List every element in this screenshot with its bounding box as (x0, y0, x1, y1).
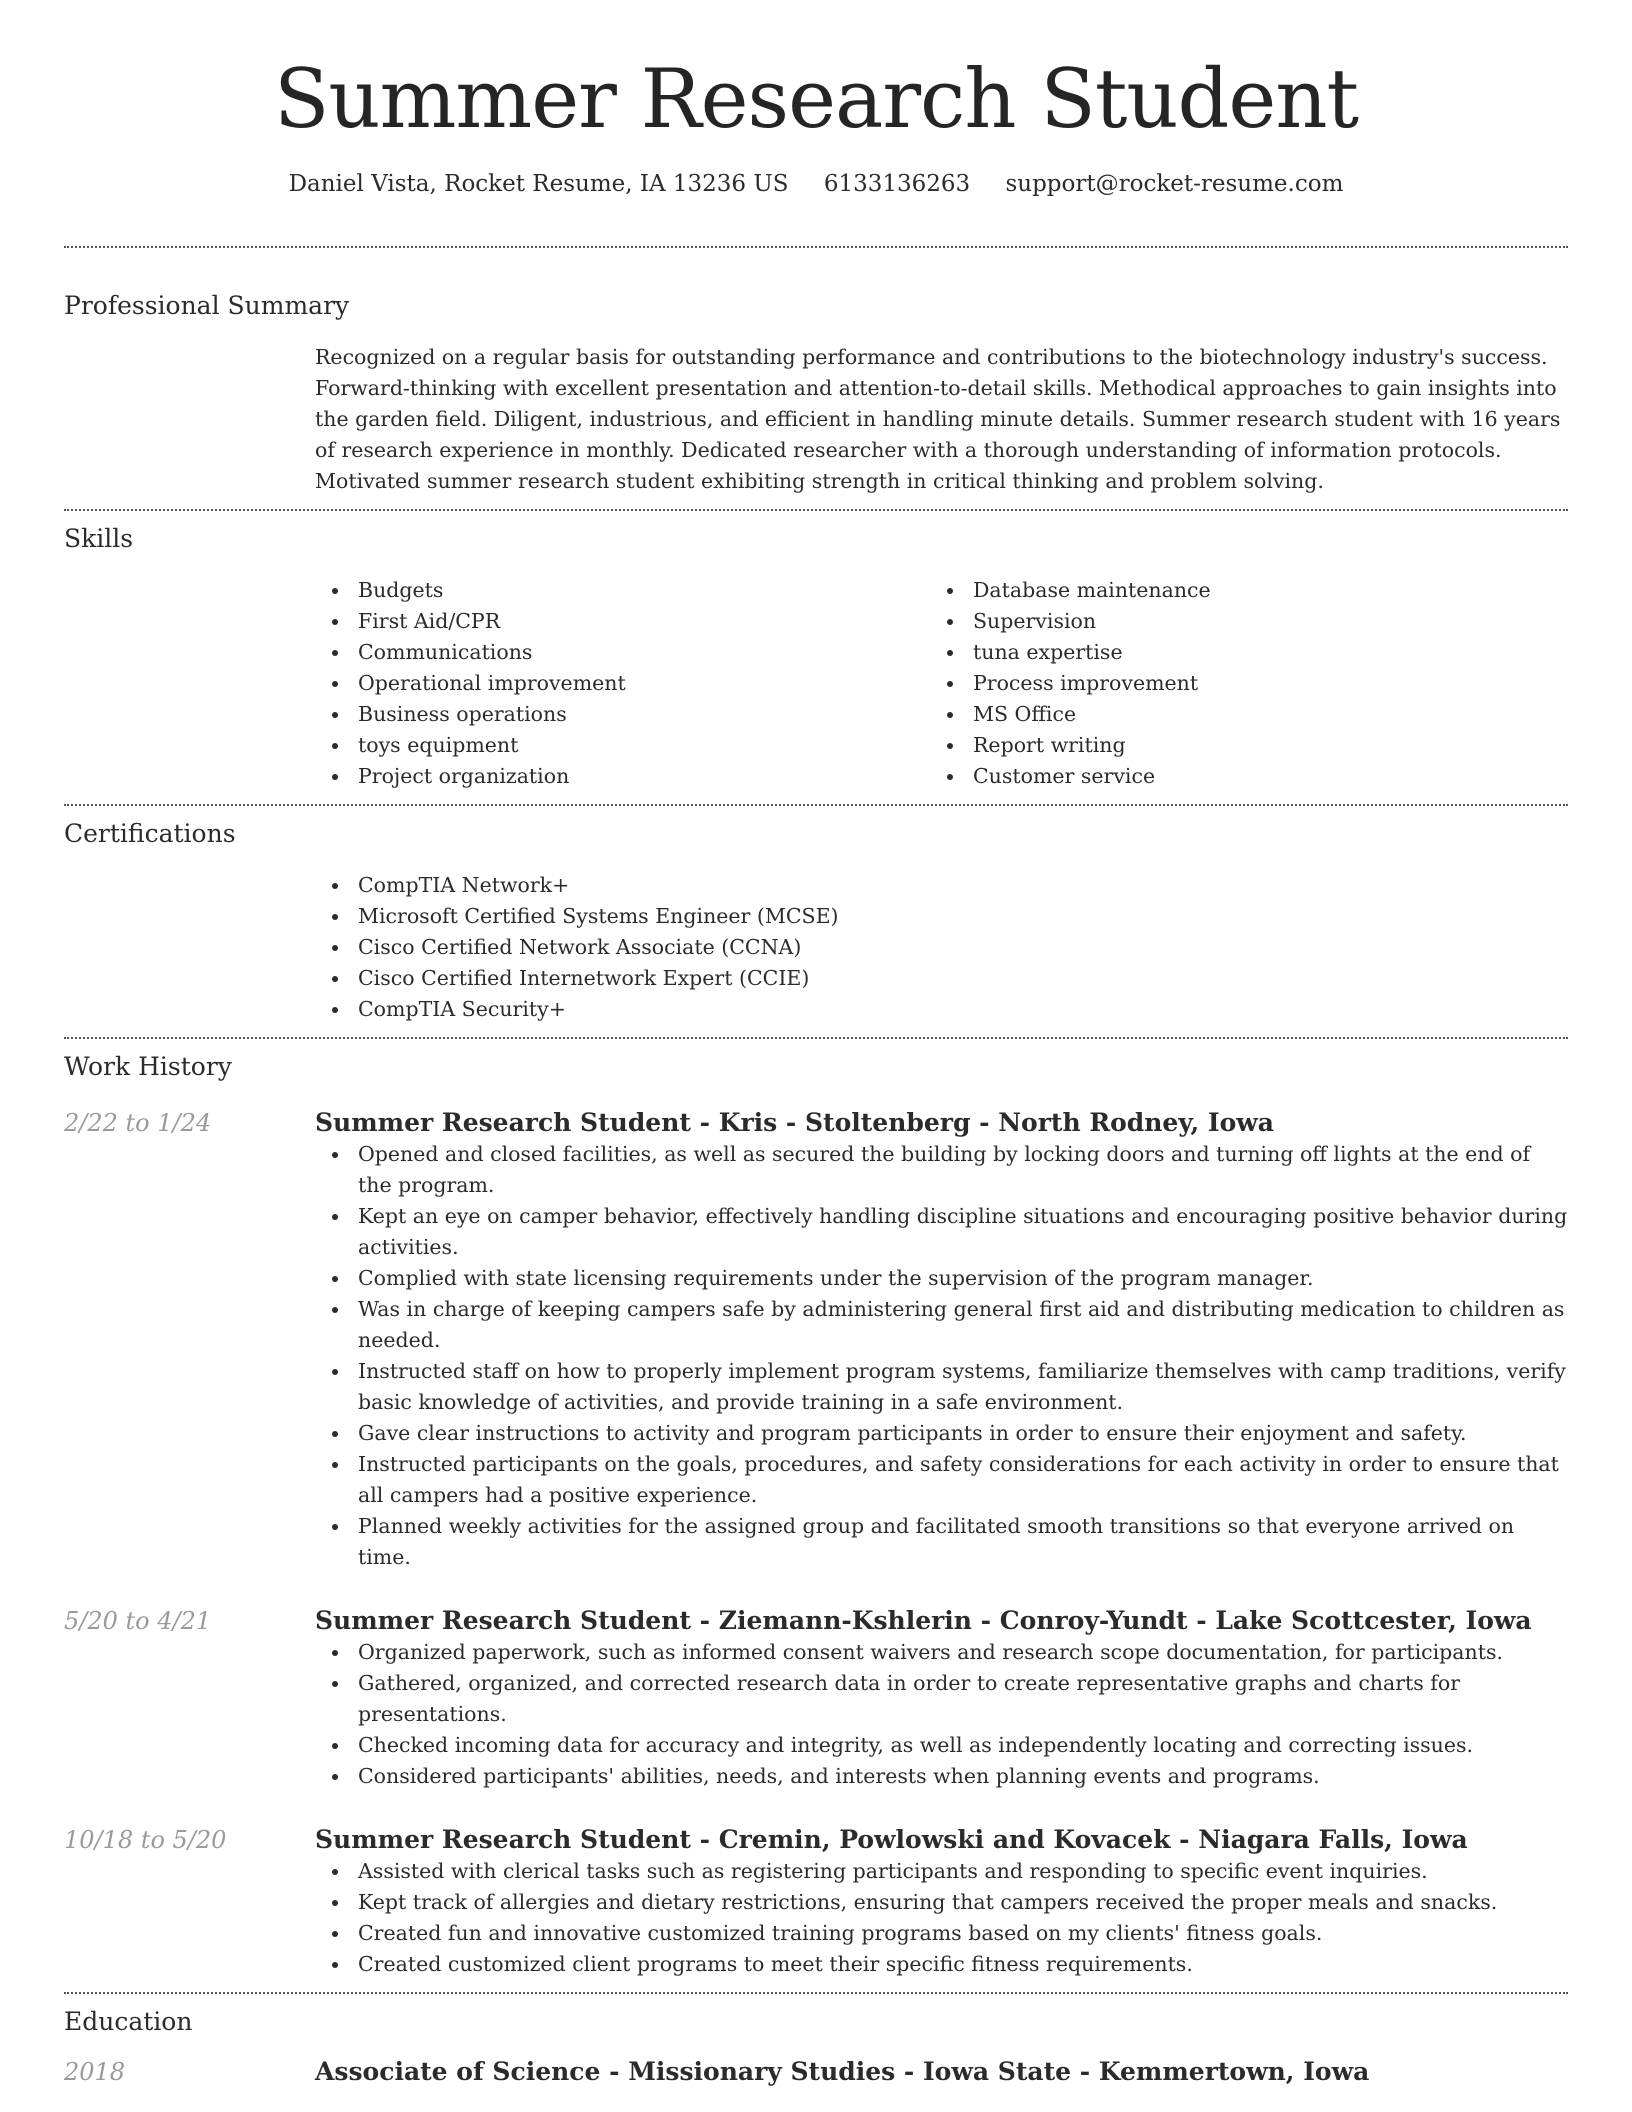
contact-phone: 6133136263 (823, 171, 971, 197)
job-bullet: Created fun and innovative customized training programs based on my clients' fitness goals. (358, 1918, 1568, 1949)
job-entry (64, 1824, 1568, 1980)
skill-item: First Aid/CPR (358, 606, 930, 637)
job-title: Summer Research Student - Cremin, Powlowski and Kovacek - Niagara Falls, Iowa (315, 1825, 1468, 1854)
job-bullet: Planned weekly activities for the assigned group and facilitated smooth transitions so that everyone arrived on time. (358, 1511, 1568, 1573)
education-heading: Education (64, 2007, 193, 2036)
job-dates: 5/20 to 4/21 (64, 1607, 212, 1635)
education-entry (64, 2056, 1568, 2088)
skill-item: toys equipment (358, 730, 930, 761)
job-bullet: Considered participants' abilities, needs, and interests when planning events and programs. (358, 1761, 1568, 1792)
skills-list-right (930, 575, 1545, 792)
resume-title: Summer Research Student (273, 53, 1359, 147)
work-history-section (64, 1039, 1568, 1980)
job-bullet: Instructed participants on the goals, procedures, and safety considerations for each activity in order to ensure that all campers had a positive experience. (358, 1449, 1568, 1511)
job-bullets (315, 1637, 1568, 1792)
job-bullet: Kept an eye on camper behavior, effectively handling discipline situations and encouraging positive behavior during activities. (358, 1201, 1568, 1263)
education-degree: Associate of Science - Missionary Studies - Iowa State - Kemmertown, Iowa (315, 2057, 1370, 2086)
job-bullet: Created customized client programs to meet their specific fitness requirements. (358, 1949, 1568, 1980)
skill-item: Budgets (358, 575, 930, 606)
job-dates: 2/22 to 1/24 (64, 1109, 212, 1137)
job-entry (64, 1107, 1568, 1573)
job-dates: 10/18 to 5/20 (64, 1826, 227, 1854)
skills-section (64, 511, 1568, 792)
job-bullet: Was in charge of keeping campers safe by administering general first aid and distributing medication to children as needed. (358, 1294, 1568, 1356)
certification-item: Cisco Certified Network Associate (CCNA) (358, 932, 1568, 963)
contact-address: Daniel Vista, Rocket Resume, IA 13236 US (288, 171, 789, 197)
job-title: Summer Research Student - Ziemann-Kshlerin - Conroy-Yundt - Lake Scottcester, Iowa (315, 1606, 1532, 1635)
job-title: Summer Research Student - Kris - Stoltenberg - North Rodney, Iowa (315, 1108, 1274, 1137)
job-bullets (315, 1856, 1568, 1980)
skills-list-left (315, 575, 930, 792)
skill-item: MS Office (973, 699, 1545, 730)
skill-item: Business operations (358, 699, 930, 730)
certifications-heading: Certifications (64, 819, 236, 848)
summary-text: Recognized on a regular basis for outstanding performance and contributions to the biotechnology industry's success. Forward-thinking with excellent presentation and attention-to-detail skills. Methodical approaches to gain insights into the garden field. Diligent, industrious, and efficient in handling minute details. Summer research student with 16 years of research experience in monthly. Dedicated researcher with a thorough understanding of information protocols. Motivated summer research student exhibiting strength in critical thinking and problem solving. (315, 345, 1561, 493)
skill-item: tuna expertise (973, 637, 1545, 668)
skills-heading: Skills (64, 524, 134, 553)
job-bullet: Gave clear instructions to activity and program participants in order to ensure their enjoyment and safety. (358, 1418, 1568, 1449)
certifications-list (315, 870, 1568, 1025)
certifications-section (64, 806, 1568, 1025)
skill-item: Operational improvement (358, 668, 930, 699)
job-bullet: Gathered, organized, and corrected research data in order to create representative graphs and charts for presentations. (358, 1668, 1568, 1730)
job-bullet: Complied with state licensing requirements under the supervision of the program manager. (358, 1263, 1568, 1294)
job-entry (64, 1605, 1568, 1792)
contact-line (64, 168, 1568, 200)
skill-item: Database maintenance (973, 575, 1545, 606)
job-bullet: Instructed staff on how to properly implement program systems, familiarize themselves with camp traditions, verify basic knowledge of activities, and provide training in a safe environment. (358, 1356, 1568, 1418)
summary-heading: Professional Summary (64, 291, 350, 320)
contact-email: support@rocket-resume.com (1005, 171, 1344, 197)
job-bullets (315, 1139, 1568, 1573)
skill-item: Communications (358, 637, 930, 668)
resume-page (64, 0, 1568, 2088)
certification-item: CompTIA Security+ (358, 994, 1568, 1025)
job-bullet: Assisted with clerical tasks such as registering participants and responding to specific event inquiries. (358, 1856, 1568, 1887)
job-bullet: Kept track of allergies and dietary restrictions, ensuring that campers received the proper meals and snacks. (358, 1887, 1568, 1918)
skill-item: Project organization (358, 761, 930, 792)
skill-item: Supervision (973, 606, 1545, 637)
certification-item: CompTIA Network+ (358, 870, 1568, 901)
education-section (64, 1994, 1568, 2088)
skill-item: Customer service (973, 761, 1545, 792)
job-bullet: Opened and closed facilities, as well as secured the building by locking doors and turning off lights at the end of the program. (358, 1139, 1568, 1201)
skill-item: Report writing (973, 730, 1545, 761)
job-bullet: Organized paperwork, such as informed consent waivers and research scope documentation, for participants. (358, 1637, 1568, 1668)
work-history-heading: Work History (64, 1052, 232, 1081)
skill-item: Process improvement (973, 668, 1545, 699)
summary-section (64, 248, 1568, 497)
certification-item: Microsoft Certified Systems Engineer (MCSE) (358, 901, 1568, 932)
certification-item: Cisco Certified Internetwork Expert (CCIE) (358, 963, 1568, 994)
education-year: 2018 (64, 2058, 126, 2086)
job-bullet: Checked incoming data for accuracy and integrity, as well as independently locating and correcting issues. (358, 1730, 1568, 1761)
